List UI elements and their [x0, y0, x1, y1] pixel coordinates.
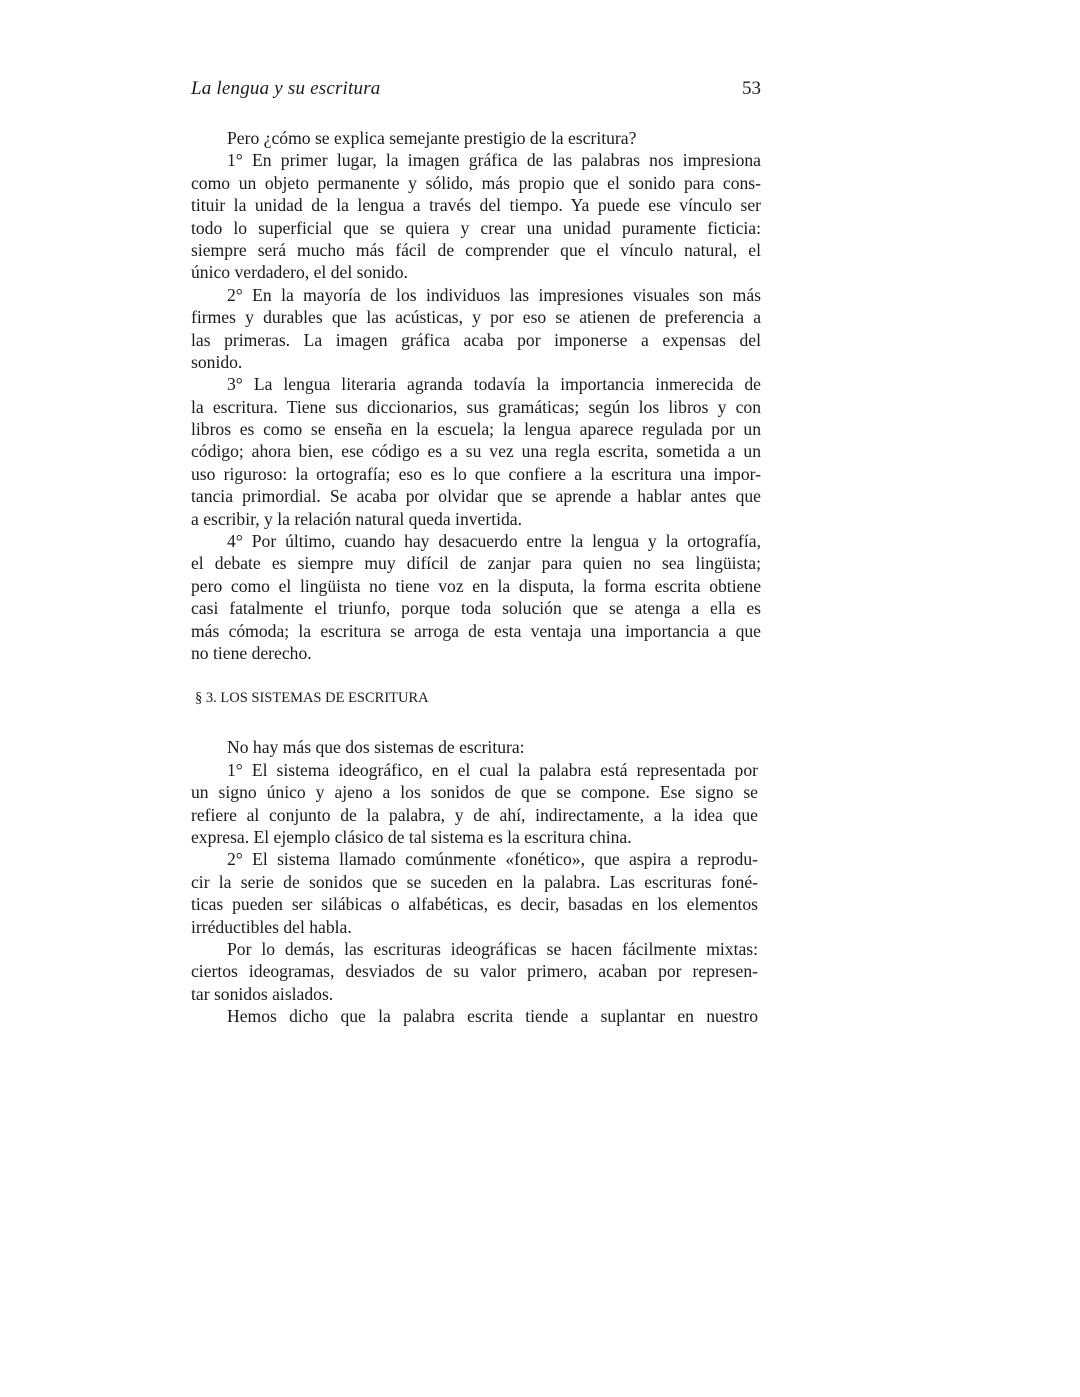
text-line: cir la serie de sonidos que se suceden en la palabra. Las escrituras foné-	[191, 871, 758, 892]
running-title: La lengua y su escritura	[191, 78, 381, 99]
text-line: las primeras. La imagen gráfica acaba por imponerse a expensas del	[191, 329, 761, 350]
section-text	[191, 736, 761, 1027]
text-line: ciertos ideogramas, desviados de su valor primero, acaban por represen-	[191, 961, 758, 982]
text-line: irréductibles del habla.	[191, 916, 352, 937]
text-line: más cómoda; la escritura se arroga de esta ventaja una importancia a que	[191, 620, 761, 641]
running-head	[191, 78, 761, 108]
text-line: tancia primordial. Se acaba por olvidar que se aprende a hablar antes que	[191, 486, 761, 507]
text-line: 2° El sistema llamado comúnmente «fonético», que aspira a reprodu-	[227, 849, 758, 870]
text-line: todo lo superficial que se quiera y crear una unidad puramente ficticia:	[191, 217, 761, 238]
text-line: 2° En la mayoría de los individuos las impresiones visuales son más	[227, 284, 761, 305]
text-line: uso riguroso: la ortografía; eso es lo que confiere a la escritura una impor-	[191, 463, 761, 484]
section-heading: § 3. LOS SISTEMAS DE ESCRITURA	[195, 690, 429, 707]
text-line: código; ahora bien, ese código es a su vez una regla escrita, sometida a un	[191, 441, 761, 462]
text-line: tituir la unidad de la lengua a través del tiempo. Ya puede ese vínculo ser	[191, 195, 761, 216]
text-line: Hemos dicho que la palabra escrita tiende a suplantar en nuestro	[227, 1006, 758, 1027]
text-line: 1° El sistema ideográfico, en el cual la palabra está representada por	[227, 759, 758, 780]
text-line: firmes y durables que las acústicas, y por eso se atienen de preferencia a	[191, 307, 761, 328]
text-line: Pero ¿cómo se explica semejante prestigio de la escritura?	[227, 128, 637, 148]
body-text	[191, 127, 761, 664]
text-line: único verdadero, el del sonido.	[191, 262, 408, 283]
text-line: refiere al conjunto de la palabra, y de ahí, indirectamente, a la idea que	[191, 804, 758, 825]
text-line: siempre será mucho más fácil de comprender que el vínculo natural, el	[191, 239, 761, 260]
text-line: No hay más que dos sistemas de escritura:	[227, 737, 525, 758]
text-line: pero como el lingüista no tiene voz en la disputa, la forma escrita obtiene	[191, 575, 761, 596]
text-line: ticas pueden ser silábicas o alfabéticas, es decir, basadas en los elementos	[191, 894, 758, 915]
text-line: expresa. El ejemplo clásico de tal sistema es la escritura china.	[191, 826, 632, 847]
text-line: 1° En primer lugar, la imagen gráfica de las palabras nos impresiona	[227, 150, 761, 171]
text-line: 4° Por último, cuando hay desacuerdo entre la lengua y la ortografía,	[227, 531, 761, 552]
text-line: un signo único y ajeno a los sonidos de que se compone. Ese signo se	[191, 782, 758, 803]
text-line: tar sonidos aislados.	[191, 983, 334, 1004]
text-line: el debate es siempre muy difícil de zanjar para quien no sea lingüista;	[191, 553, 761, 574]
page-number: 53	[742, 78, 761, 99]
text-line: la escritura. Tiene sus diccionarios, sus gramáticas; según los libros y con	[191, 396, 761, 417]
text-line: a escribir, y la relación natural queda invertida.	[191, 508, 522, 529]
book-page	[191, 78, 761, 1027]
text-line: casi fatalmente el triunfo, porque toda solución que se atenga a ella es	[191, 598, 761, 619]
text-line: Por lo demás, las escrituras ideográficas se hacen fácilmente mixtas:	[227, 938, 758, 959]
text-line: como un objeto permanente y sólido, más propio que el sonido para cons-	[191, 172, 761, 193]
text-line: 3° La lengua literaria agranda todavía la importancia inmerecida de	[227, 374, 761, 395]
text-line: libros es como se enseña en la escuela; la lengua aparece regulada por un	[191, 419, 761, 440]
text-line: no tiene derecho.	[191, 642, 312, 663]
text-line: sonido.	[191, 351, 243, 372]
